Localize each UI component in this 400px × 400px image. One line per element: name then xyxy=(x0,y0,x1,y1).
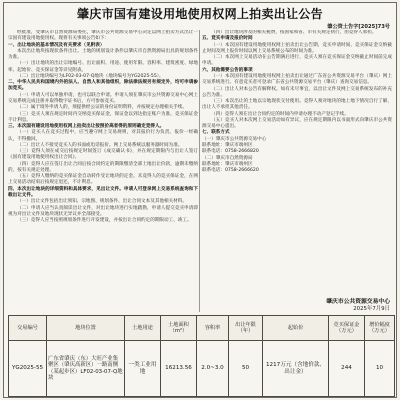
notice-paragraph: （一）本次国有建设用地使用权网上拍卖出让公告期、竞买申请时间、竞买保证金交纳截止时间及网上报价时间以网上交易系统公布的时间为准。 xyxy=(202,42,392,54)
column-header: 土地用途 xyxy=(125,316,161,341)
column-header: 容积率 xyxy=(197,316,229,341)
notice-paragraph: （二）出让人对本公告有解释权。如有未尽事宜，以出让文件及网上交易系统发布的补充公告为准。 xyxy=(202,86,392,98)
notice-paragraph: （一）出让地块的出让宗地编号、出让面积、用途、使用年限、容积率、建筑密度、绿地率、起始价、竞买保证金等详见附表。 xyxy=(8,61,198,73)
column-header: 交易编号 xyxy=(9,316,47,341)
section-heading: 二、中华人民共和国境内外的法人、自然人和其他组织，除法律法规另有规定外，均可申请参加竞买。 xyxy=(8,80,198,92)
table-cell: 16213.56 xyxy=(161,341,197,397)
section-heading: 七、联系方式 xyxy=(202,130,230,136)
notice-paragraph: （二）出让地块编号为LF02-03-07-Q地块（地块编号为YG2025-55）。 xyxy=(17,73,164,79)
document-number: 肇公资土告字[2025]73号 xyxy=(327,24,390,30)
table-cell: 一类工业用地 xyxy=(125,341,161,397)
notice-paragraph: （一）申请人可以单独申请，也可以联合申请。申请人须在肇庆市公共资源交易中心网上交易系统完成注册并取得数字证书后，方可参加竞买。 xyxy=(8,92,198,104)
notice-paragraph: （二）出让人不接受竞买人的书面或电话报价。网上交易系统以服务器时间为准。 xyxy=(17,142,183,148)
notice-paragraph: （二）本次网上交易活动在公告期满后进行，竞买人须在竞买保证金交纳截止时间前完成申请。 xyxy=(202,55,392,67)
parcel-table xyxy=(8,315,395,397)
notice-page xyxy=(3,2,397,398)
parcel-table-header xyxy=(9,316,395,341)
parcel-table-body xyxy=(9,341,395,397)
table-cell: 50 xyxy=(229,341,263,397)
notice-paragraph: （五）竞得人缴纳的竞买保证金自动转作受让地块的定金。未竞得人的竞买保证金，在网上交易活动结束后按规定退还，不计利息。 xyxy=(8,174,198,186)
notice-paragraph: （四）竞得人须在出让合同约定的时间内申请办理不动产登记手续。 xyxy=(211,111,349,117)
notice-paragraph: 本次出让地块按现状条件出让。土地的规划设计条件以肇庆市自然资源局出具的规划条件为准。 xyxy=(8,48,198,60)
column-header: 地块位置 xyxy=(47,316,125,341)
section-heading: 一、出让地块的基本情况及有关要求（见附表） xyxy=(8,42,105,48)
signing-organization: 肇庆市公共资源交易中心 xyxy=(326,299,390,305)
column-header: 起始价 xyxy=(263,316,329,341)
notice-paragraph: （一）出让文件包括出让须知、宗地图、规划条件、出让合同文本及其他相关材料。 xyxy=(17,199,187,205)
notice-paragraph: （一）肇庆市公共资源交易中心 xyxy=(202,136,267,142)
notice-paragraph: 联系地址：肇庆市端州区 xyxy=(202,162,253,168)
notice-paragraph: （三）竞得人须在成交后按规定时间签订《成交确认书》，并在规定期限内与出让人签订《国有建设用地使用权出让合同》。 xyxy=(8,149,198,161)
notice-paragraph: （四）出让地块涉及的相关税费，按国家和省、市有关规定执行，由竞得人承担。 xyxy=(211,30,377,35)
table-row xyxy=(9,341,395,397)
notice-paragraph: （一）本次国有建设用地使用权网上拍卖出让通过广东省公共资源交易平台（肇庆）网上交易系统进行。有意竞买者可登录广东省公共资源交易平台（肇庆）查询交易信息。 xyxy=(202,74,392,86)
notice-paragraph: （四）竞得人应在签订出让合同后按合同约定的期限缴清全部土地出让价款，逾期未缴纳的，按有关规定处理。 xyxy=(8,161,198,173)
signing-date: 2025年7月9日 xyxy=(353,306,390,312)
notice-title: 肇庆市国有建设用地使用权网上拍卖出让公告 xyxy=(76,7,323,21)
notice-paragraph: （五）竞买人对本次网上交易活动如有异议，应在规定期限内以书面形式向肇庆市公共资源交易中心提出。 xyxy=(202,117,392,130)
section-heading: 六、其他需要公告的事项 xyxy=(202,67,253,73)
column-divider xyxy=(199,30,200,312)
section-heading: 五、竞买申请及报价时间 xyxy=(202,36,253,42)
table-cell: 1217万元（含地价款、出让金） xyxy=(263,341,329,397)
column-header: 竞买保证金（万元） xyxy=(329,316,365,341)
notice-paragraph: （二）属于境外申请人的，须提供经公证的身份证明资料，并按规定办理相关手续。 xyxy=(17,105,187,111)
notice-paragraph: （三）本次出让的土地以宗地现状交付使用。竞得人须对地块的地上地下情况自行了解，出让人不承担其他责任。 xyxy=(202,99,392,111)
table-cell: 244 xyxy=(329,341,365,397)
table-cell: 2.0~3.0 xyxy=(197,341,229,397)
table-cell: YG2025-55 xyxy=(9,341,47,397)
notice-paragraph: 联系电话：0758-2666820 xyxy=(202,149,259,155)
column-header: 出让年限（年） xyxy=(229,316,263,341)
notice-paragraph: （二）肇庆市自然资源局 xyxy=(202,155,253,161)
notice-paragraph: （三）竞买人须在规定时间内交纳竞买保证金，保证金以到达指定账户为准。竞买保证金不计利息。 xyxy=(8,111,198,123)
table-cell: 广东省肇庆（东）大旺产业集聚区（肇庆高新区）一路南侧（某起步区）LF02-03-07-Q地块 xyxy=(47,341,125,397)
table-cell: 10 xyxy=(365,341,395,397)
notice-column-left xyxy=(8,30,198,310)
column-header: 增价幅度（万元） xyxy=(365,316,395,341)
column-header: 土地面积（m²） xyxy=(161,316,197,341)
notice-paragraph: （三）竞得人应当按照规划条件进行开发建设，并按出让合同约定的期限动工、竣工。 xyxy=(17,218,192,224)
section-heading: 三、本次国有建设用地使用权网上拍卖出让按照价高者得的原则确定竞得人。 xyxy=(8,124,165,130)
notice-paragraph: 联系地址：肇庆市端州区 xyxy=(202,143,253,149)
notice-paragraph: 经批准，受肇庆市自然资源局委托，肇庆市公共资源交易中心决定以网上拍卖方式出让一宗国有建设用地使用权。现将有关事项公告如下： xyxy=(8,30,198,42)
section-heading: 四、本次出让地块的详细资料和具体要求，见出让文件。申请人可登录网上交易系统查询和下载出让文件。 xyxy=(8,186,198,198)
notice-paragraph: 联系电话：0758-2666620 xyxy=(202,168,259,174)
notice-column-right xyxy=(202,30,392,292)
notice-paragraph: （一）竞买人在竞买过程中，应当遵守网上交易规则，对其报价行为负责。报价一经确认，不得撤回。 xyxy=(8,130,198,142)
notice-paragraph: （二）申请人应当认真阅读出让文件，对出让地块进行实地踏勘，申请人提交竞买申请即视为对出让文件及地块现状无异议并全部接受。 xyxy=(8,205,198,217)
